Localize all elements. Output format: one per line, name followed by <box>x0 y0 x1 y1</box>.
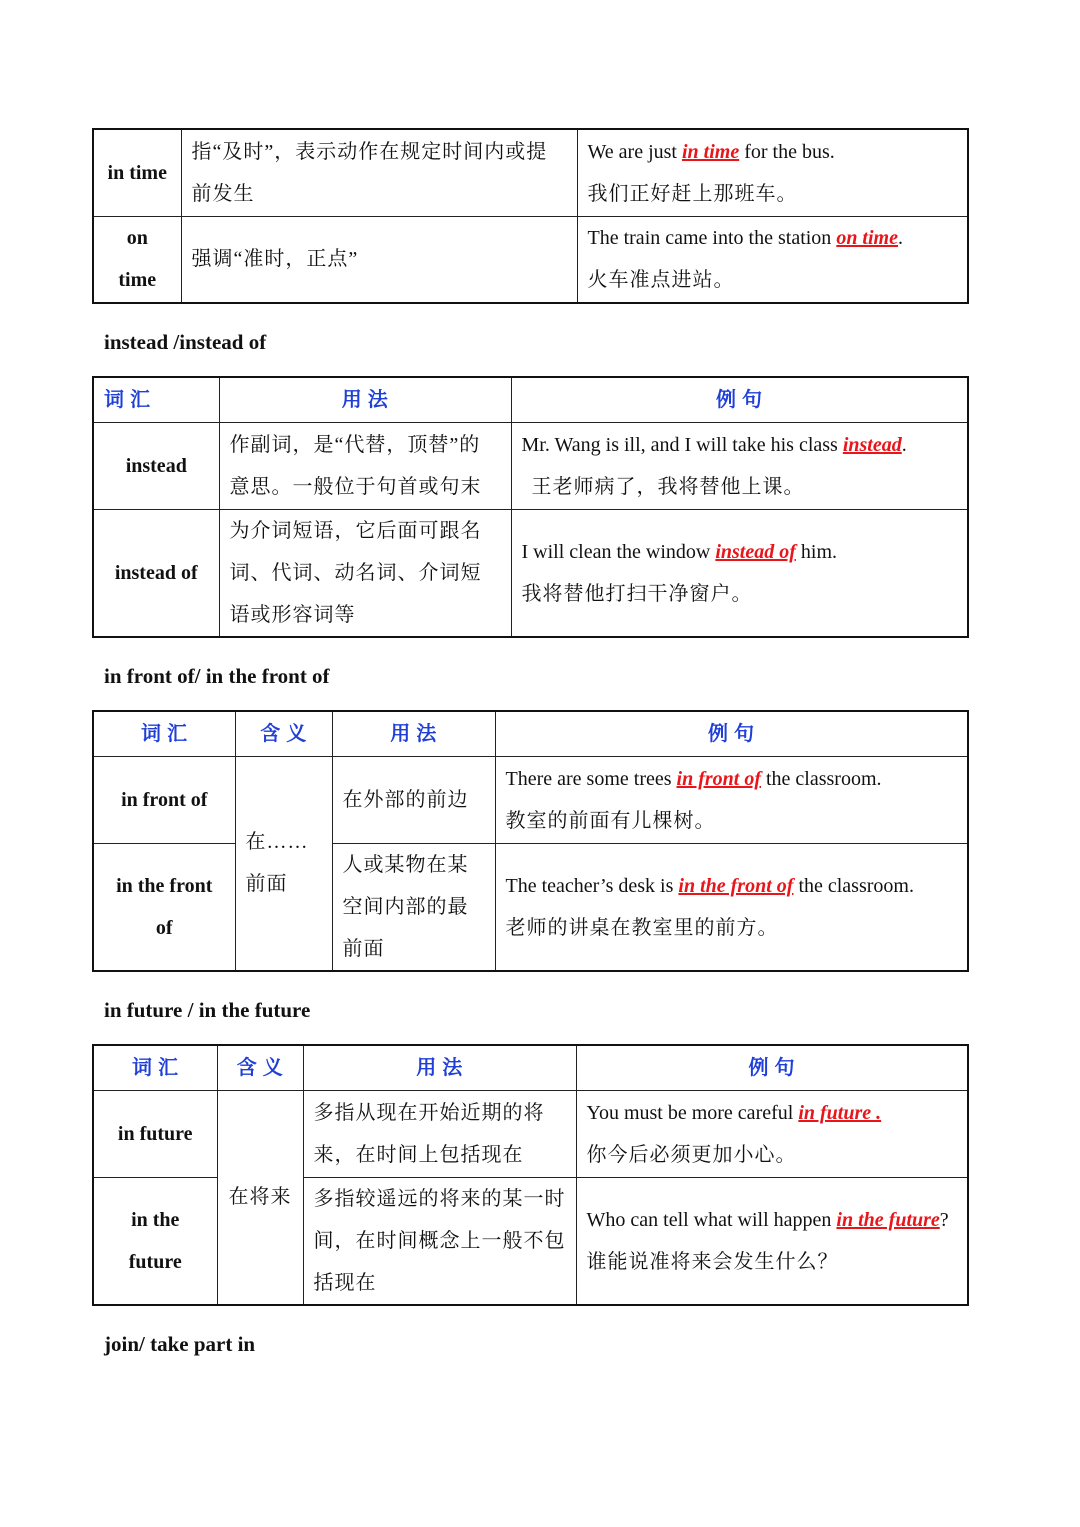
header-vocab: 词 汇 <box>93 711 235 756</box>
example-text: The train came into the station <box>587 227 837 250</box>
example-cell <box>577 216 968 303</box>
term-cell: in front of <box>93 756 235 843</box>
term-line: in the front <box>116 874 213 897</box>
usage-cell: 人或某物在某空间内部的最前面 <box>332 843 495 971</box>
example-translation: 我们正好赶上那班车。 <box>587 182 798 205</box>
example-text: There are some trees <box>505 767 677 790</box>
table-header-row <box>93 1045 968 1090</box>
example-text: You must be more careful <box>586 1101 799 1124</box>
usage-cell: 为介词短语，它后面可跟名词、代词、动名词、介词短语或形容词等 <box>219 509 511 637</box>
table-row <box>93 843 968 971</box>
term-cell: instead <box>93 422 219 509</box>
example-translation: 火车准点进站。 <box>587 269 735 292</box>
term-cell: in future <box>93 1090 217 1177</box>
example-text: him. <box>795 540 838 563</box>
example-cell <box>495 756 968 843</box>
header-vocab: 词 汇 <box>93 377 219 422</box>
example-translation: 老师的讲桌在教室里的前方。 <box>505 916 779 939</box>
table-header-row <box>93 711 968 756</box>
term-line: in the <box>131 1208 180 1231</box>
meaning-cell: 在……前面 <box>235 756 332 971</box>
usage-cell: 多指从现在开始近期的将来，在时间上包括现在 <box>303 1090 576 1177</box>
example-translation: 我将替他打扫干净窗户。 <box>521 582 753 605</box>
example-cell <box>577 129 968 216</box>
header-usage: 用 法 <box>303 1045 576 1090</box>
usage-cell: 在外部的前边 <box>332 756 495 843</box>
example-text: . <box>897 227 903 250</box>
example-translation: 谁能说准将来会发生什么？ <box>586 1250 839 1273</box>
table-row <box>93 129 968 216</box>
table-row <box>93 216 968 303</box>
usage-cell: 强调“准时，正点” <box>181 216 577 303</box>
section-heading: instead /instead of <box>104 330 267 354</box>
example-translation: 你今后必须更加小心。 <box>586 1143 797 1166</box>
example-cell <box>511 422 968 509</box>
table-in-front-of <box>92 710 969 972</box>
table-row <box>93 1090 968 1177</box>
usage-cell: 多指较遥远的将来的某一时间，在时间概念上一般不包括现在 <box>303 1177 576 1305</box>
term-cell <box>93 216 181 303</box>
header-example: 例 句 <box>576 1045 968 1090</box>
example-text: I will clean the window <box>521 540 716 563</box>
term-cell <box>93 1177 217 1305</box>
usage-cell: 指“及时”，表示动作在规定时间内或提前发生 <box>181 129 577 216</box>
header-meaning: 含 义 <box>235 711 332 756</box>
table-row <box>93 756 968 843</box>
meaning-cell: 在将来 <box>217 1090 303 1305</box>
highlighted-phrase: in time <box>681 140 740 163</box>
highlighted-phrase: in future . <box>798 1101 882 1124</box>
section-heading: in future / in the future <box>104 998 311 1022</box>
example-cell <box>576 1177 968 1305</box>
example-text: The teacher’s desk is <box>505 874 679 897</box>
example-text: for the bus. <box>739 140 835 163</box>
table-row <box>93 509 968 637</box>
header-example: 例 句 <box>511 377 968 422</box>
example-cell <box>495 843 968 971</box>
term-line: of <box>155 916 173 939</box>
highlighted-phrase: instead <box>842 433 902 456</box>
example-text: the classroom. <box>793 874 914 897</box>
header-usage: 用 法 <box>332 711 495 756</box>
example-translation: 教室的前面有儿棵树。 <box>505 809 716 832</box>
header-meaning: 含 义 <box>217 1045 303 1090</box>
highlighted-phrase: instead of <box>715 540 796 563</box>
table-instead <box>92 376 969 638</box>
example-text: . <box>901 433 907 456</box>
table-in-future <box>92 1044 969 1306</box>
table-in-time-on-time <box>92 128 969 304</box>
term-cell <box>93 843 235 971</box>
example-text: Mr. Wang is ill, and I will take his class <box>521 433 843 456</box>
highlighted-phrase: in the front of <box>678 874 794 897</box>
example-cell <box>576 1090 968 1177</box>
term-cell: instead of <box>93 509 219 637</box>
header-example: 例 句 <box>495 711 968 756</box>
example-cell <box>511 509 968 637</box>
highlighted-phrase: in front of <box>676 767 761 790</box>
header-usage: 用 法 <box>219 377 511 422</box>
highlighted-phrase: in the future <box>836 1208 940 1231</box>
section-heading: join/ take part in <box>104 1332 256 1356</box>
term-line: time <box>118 269 157 292</box>
term-line: on <box>126 227 148 250</box>
term-cell: in time <box>93 129 181 216</box>
example-text: Who can tell what will happen <box>586 1208 837 1231</box>
table-header-row <box>93 377 968 422</box>
example-text: ? <box>939 1208 949 1231</box>
term-line: future <box>128 1250 182 1273</box>
example-text: We are just <box>587 140 682 163</box>
example-translation: 王老师病了，我将替他上课。 <box>531 475 805 498</box>
section-heading: in front of/ in the front of <box>104 664 330 688</box>
table-row <box>93 422 968 509</box>
highlighted-phrase: on time <box>836 227 898 250</box>
example-text: the classroom. <box>760 767 882 790</box>
usage-cell: 作副词，是“代替，顶替”的意思。一般位于句首或句末 <box>219 422 511 509</box>
header-vocab: 词 汇 <box>93 1045 217 1090</box>
